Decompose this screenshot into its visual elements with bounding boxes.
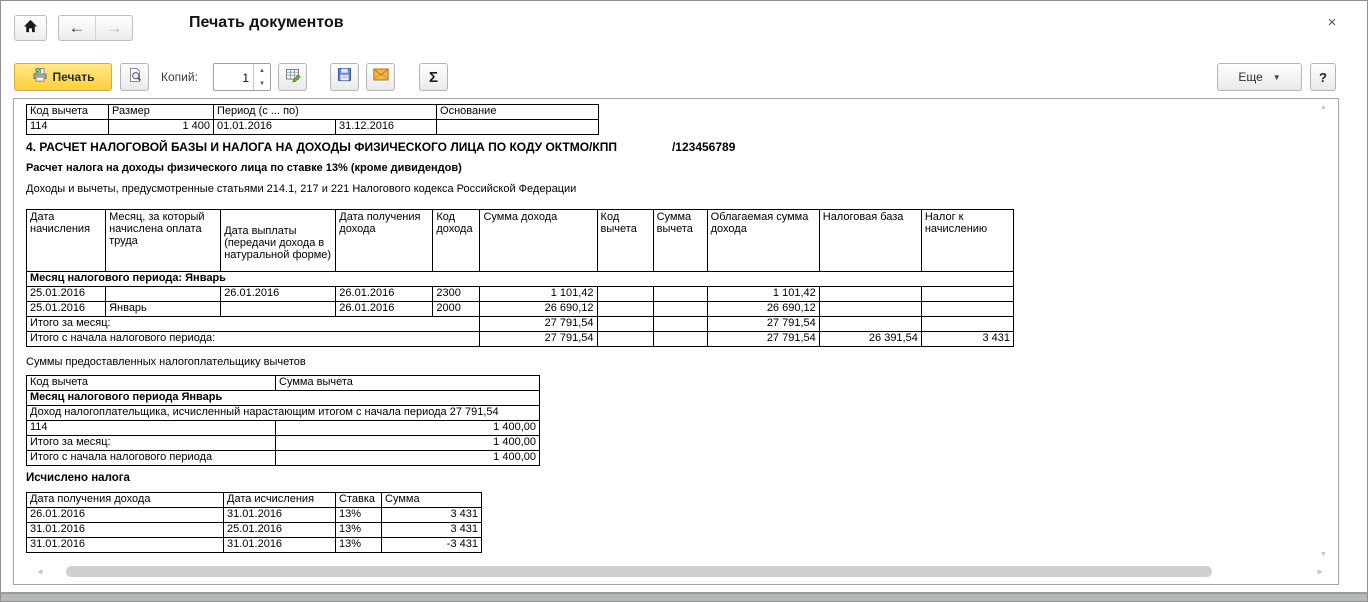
history-nav-group: [58, 15, 133, 41]
table-cell: [597, 332, 653, 347]
total-label: Итого за месяц:: [27, 436, 276, 451]
table-cell: [653, 332, 707, 347]
table-cell: [819, 287, 921, 302]
window-bottom-edge: [1, 592, 1367, 602]
more-button[interactable]: [1217, 63, 1302, 91]
table-cell: 1 101,42: [707, 287, 819, 302]
close-button[interactable]: [1322, 12, 1342, 32]
table-cell: [921, 287, 1013, 302]
column-header: Дата получения дохода: [336, 210, 433, 272]
income-table: [26, 209, 1014, 347]
table-row: [27, 287, 1014, 302]
deductions-heading: Суммы предоставленных налогоплательщику вычетов: [26, 356, 306, 368]
column-header: Дата исчисления: [224, 493, 336, 508]
table-settings-button[interactable]: [278, 63, 307, 91]
total-label: Итого за месяц:: [27, 317, 480, 332]
table-cell: 27 791,54: [480, 332, 597, 347]
tax-heading: Исчислено налога: [26, 472, 130, 484]
table-cell: [921, 302, 1013, 317]
scroll-right-icon[interactable]: ►: [1316, 567, 1324, 576]
table-cell: 13%: [336, 523, 382, 538]
month-group-row: [27, 391, 540, 406]
table-cell: 13%: [336, 538, 382, 553]
email-button[interactable]: [366, 63, 395, 91]
tax-table: [26, 492, 482, 553]
table-cell: [653, 302, 707, 317]
table-cell: 31.01.2016: [224, 508, 336, 523]
column-header: Код вычета: [27, 105, 109, 120]
column-header: Сумма вычета: [653, 210, 707, 272]
copies-spin-arrows: [253, 64, 270, 90]
month-group-label: Месяц налогового периода Январь: [27, 391, 540, 406]
help-icon: ?: [1319, 69, 1327, 85]
scroll-down-icon[interactable]: ▼: [1320, 551, 1327, 558]
column-header: Месяц, за который начислена оплата труда: [106, 210, 221, 272]
table-cell: [437, 120, 599, 135]
period-total-row: [27, 332, 1014, 347]
section4-heading: [26, 140, 735, 154]
table-header-row: [27, 105, 599, 120]
table-cell: 2300: [433, 287, 480, 302]
note-row: [27, 406, 540, 421]
table-cell: [921, 317, 1013, 332]
table-cell: 01.01.2016: [214, 120, 336, 135]
scroll-left-icon[interactable]: ◄: [36, 567, 44, 576]
table-cell: 1 400,00: [276, 421, 540, 436]
table-cell: [597, 317, 653, 332]
preview-icon: [127, 67, 143, 88]
page-title: Печать документов: [189, 14, 344, 31]
table-cell: 13%: [336, 508, 382, 523]
month-group-label: Месяц налогового периода: Январь: [27, 272, 1014, 287]
table-cell: 27 791,54: [707, 317, 819, 332]
table-edit-icon: [285, 67, 301, 88]
scroll-up-icon[interactable]: ▲: [1320, 104, 1327, 111]
table-cell: 1 400: [109, 120, 214, 135]
print-button[interactable]: [14, 63, 112, 91]
total-label: Итого с начала налогового периода: [27, 451, 276, 466]
table-cell: 3 431: [382, 523, 482, 538]
document-viewport[interactable]: [13, 98, 1339, 585]
month-total-row: [27, 436, 540, 451]
articles-line: Доходы и вычеты, предусмотренные статьями 214.1, 217 и 221 Налогового кодекса Российской Федерации: [26, 183, 577, 195]
print-icon: [32, 67, 48, 88]
column-header: Размер: [109, 105, 214, 120]
column-header: Сумма дохода: [480, 210, 597, 272]
table-cell: 31.01.2016: [224, 538, 336, 553]
table-row: [27, 538, 482, 553]
table-cell: 1 101,42: [480, 287, 597, 302]
table-cell: 27 791,54: [707, 332, 819, 347]
note-cell: Доход налогоплательщика, исчисленный нарастающим итогом с начала периода 27 791,54: [27, 406, 540, 421]
table-row: [27, 421, 540, 436]
horizontal-scrollbar-thumb[interactable]: [66, 566, 1212, 577]
column-header: Код вычета: [27, 376, 276, 391]
table-cell: 26 690,12: [480, 302, 597, 317]
table-cell: [653, 317, 707, 332]
table-row: [27, 302, 1014, 317]
envelope-icon: [373, 68, 389, 86]
table-cell: 26.01.2016: [336, 302, 433, 317]
month-group-row: [27, 272, 1014, 287]
table-header-row: [27, 210, 1014, 272]
chevron-down-icon: ▼: [1272, 72, 1281, 82]
table-cell: 26.01.2016: [336, 287, 433, 302]
table-cell: 27 791,54: [480, 317, 597, 332]
table-cell: 25.01.2016: [27, 302, 106, 317]
table-cell: [819, 317, 921, 332]
horizontal-scrollbar[interactable]: [36, 565, 1324, 579]
table-cell: 31.01.2016: [27, 523, 224, 538]
copies-spin-up[interactable]: [254, 64, 270, 77]
table-cell: 26 690,12: [707, 302, 819, 317]
home-icon: [23, 19, 38, 38]
forward-arrow-icon: →: [105, 18, 123, 37]
table-cell: 25.01.2016: [224, 523, 336, 538]
total-label: Итого с начала налогового периода:: [27, 332, 480, 347]
column-header: Дата получения дохода: [27, 493, 224, 508]
preview-button[interactable]: [120, 63, 149, 91]
deduction-codes-table: [26, 104, 599, 135]
table-cell: [221, 302, 336, 317]
table-cell: 26.01.2016: [27, 508, 224, 523]
section4-title: 4. РАСЧЕТ НАЛОГОВОЙ БАЗЫ И НАЛОГА НА ДОХОДЫ ФИЗИЧЕСКОГО ЛИЦА ПО КОДУ ОКТМО/КПП: [26, 140, 617, 154]
help-button[interactable]: [1310, 63, 1336, 91]
copies-label: Копий:: [161, 70, 198, 84]
sum-button[interactable]: [419, 63, 448, 91]
column-header: Облагаемая сумма дохода: [707, 210, 819, 272]
table-cell: 1 400,00: [276, 451, 540, 466]
table-cell: [653, 287, 707, 302]
table-row: [27, 508, 482, 523]
table-header-row: [27, 493, 482, 508]
copies-stepper: [213, 63, 271, 91]
table-cell: 25.01.2016: [27, 287, 106, 302]
sigma-icon: Σ: [428, 68, 438, 86]
column-header: Сумма: [382, 493, 482, 508]
column-header: Дата начисления: [27, 210, 106, 272]
table-row: [27, 523, 482, 538]
spin-up-icon: ▲: [259, 67, 265, 74]
table-cell: Январь: [106, 302, 221, 317]
table-cell: [597, 287, 653, 302]
copies-input[interactable]: 1: [242, 71, 249, 85]
table-cell: 3 431: [382, 508, 482, 523]
home-button[interactable]: [14, 15, 47, 41]
column-header: Основание: [437, 105, 599, 120]
table-cell: [597, 302, 653, 317]
deductions-table: [26, 375, 540, 466]
table-header-row: [27, 376, 540, 391]
table-cell: [819, 302, 921, 317]
table-cell: 114: [27, 421, 276, 436]
table-cell: 1 400,00: [276, 436, 540, 451]
spin-down-icon: ▼: [259, 80, 265, 87]
column-header: Код дохода: [433, 210, 480, 272]
column-header: Код вычета: [597, 210, 653, 272]
copies-spin-down[interactable]: [254, 77, 270, 90]
close-icon: ×: [1327, 13, 1337, 31]
back-button[interactable]: [59, 16, 96, 40]
table-row: [27, 120, 599, 135]
table-cell: 31.01.2016: [27, 538, 224, 553]
back-arrow-icon: ←: [68, 18, 86, 37]
table-cell: -3 431: [382, 538, 482, 553]
column-header: Налоговая база: [819, 210, 921, 272]
save-button[interactable]: [330, 63, 359, 91]
month-total-row: [27, 317, 1014, 332]
table-cell: 3 431: [921, 332, 1013, 347]
period-total-row: [27, 451, 540, 466]
rate-heading: Расчет налога на доходы физического лица по ставке 13% (кроме дивидендов): [26, 162, 462, 174]
print-button-label: Печать: [52, 70, 95, 84]
table-cell: 2000: [433, 302, 480, 317]
column-header: Сумма вычета: [276, 376, 540, 391]
save-icon: [337, 67, 352, 87]
column-header: Налог к начислению: [921, 210, 1013, 272]
forward-button[interactable]: [96, 16, 132, 40]
table-cell: 31.12.2016: [336, 120, 437, 135]
table-cell: [106, 287, 221, 302]
table-cell: 114: [27, 120, 109, 135]
column-header: Период (с ... по): [214, 105, 437, 120]
column-header: Ставка: [336, 493, 382, 508]
table-cell: 26 391,54: [819, 332, 921, 347]
column-header: Дата выплаты (передачи дохода в натуральной форме): [221, 210, 336, 272]
section4-octmo-kpp-value: /123456789: [671, 140, 736, 154]
more-button-label: Еще: [1238, 70, 1263, 84]
table-cell: 26.01.2016: [221, 287, 336, 302]
